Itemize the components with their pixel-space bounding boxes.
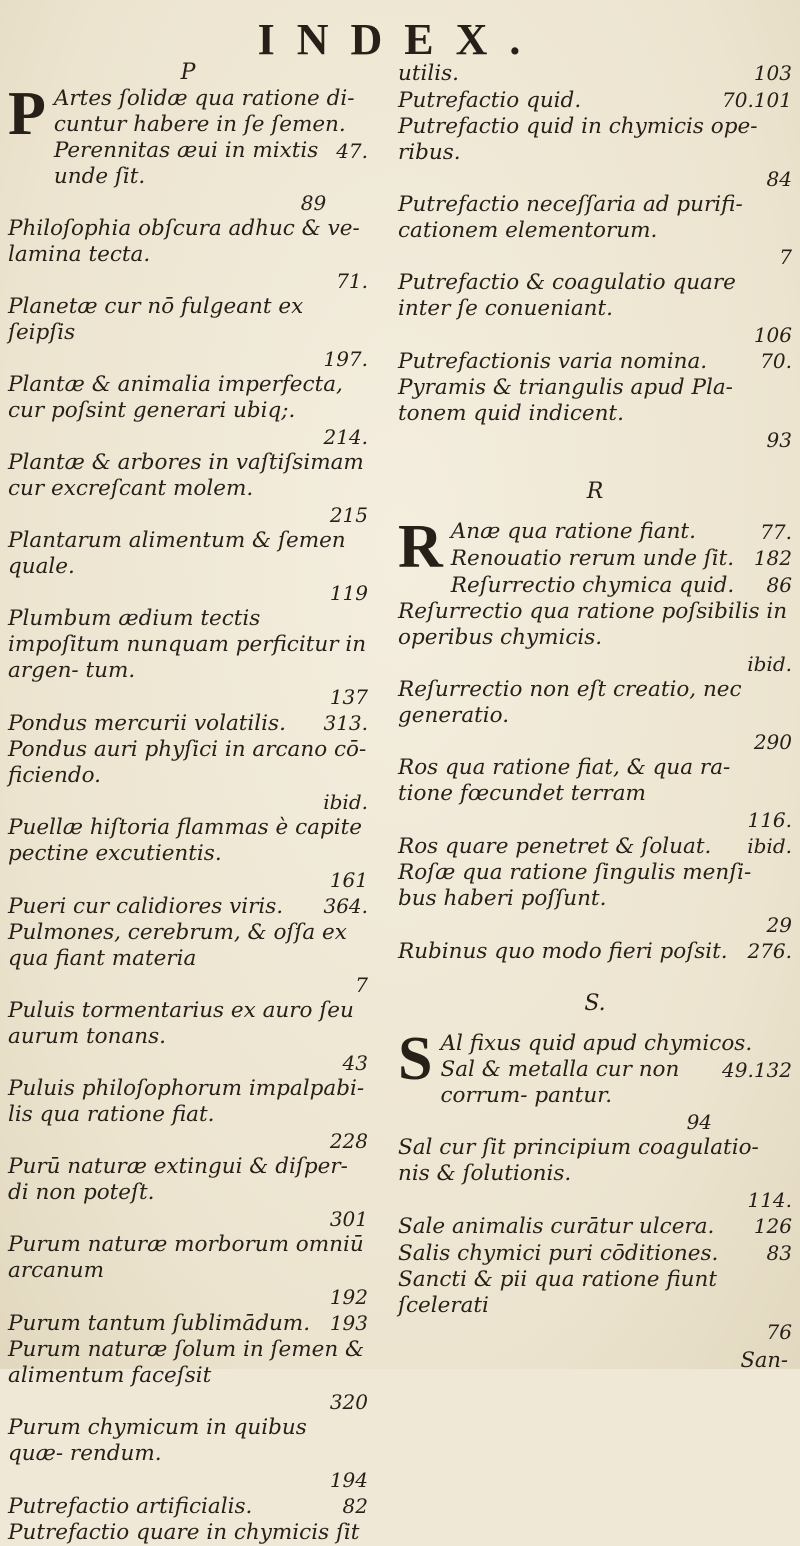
index-entry [8,815,368,893]
entry-page-ref: 86 [766,573,792,597]
index-entry [398,114,792,192]
entry-text: Pondus auri phyſici in arcano cō- ficiendo. [8,737,367,788]
index-entry [8,1415,368,1493]
entry-text: Ros qua ratione fiat, & qua ra- tione fœcundet terram [398,755,731,806]
entry-page-ref: 7 [355,973,368,997]
index-entry [398,677,792,755]
entry-page-ref: 83 [766,1241,792,1265]
index-entry [440,1057,712,1135]
section-letter-p: P [180,60,196,85]
entry-text: Sancti & pii qua ratione fiunt ſcelerati [398,1267,718,1318]
entry-text: Putrefactio quare in chymicis ſit [8,1520,360,1545]
index-entry [398,270,792,348]
entry-page-ref: 193 [329,1311,368,1335]
index-entry [398,60,792,87]
entry-text: Pueri cur calidiores viris. [8,894,284,919]
entry-page-ref: 84 [766,167,792,191]
drop-capital: R [398,513,443,581]
index-entry [398,599,792,677]
entry-text: Putrefactio neceſſaria ad purifi- cationem elementorum. [398,192,743,243]
index-entry [398,755,792,833]
entry-page-ref: 93 [766,428,792,452]
entry-text: Puellæ hiſtoria flammas è capite pectine excutientis. [8,815,362,866]
spacer [398,1017,792,1031]
index-column-left [8,60,368,1546]
entry-text: Putrefactio & coagulatio quare inter ſe conueniant. [398,270,736,321]
entry-text: Pulmones, cerebrum, & oſſa ex qua fiant materia [8,920,347,971]
index-entry [398,348,792,375]
index-entry [8,372,368,450]
entry-text: Puluis tormentarius ex auro ſeu aurum tonans. [8,998,354,1049]
entry-text: Perennitas æui in mixtis unde ſit. [53,138,319,189]
entry-page-ref: 126 [753,1214,792,1238]
drop-capital: S [398,1025,433,1093]
index-entry [54,138,326,216]
entry-text: utilis. [398,61,459,86]
index-entry [398,938,792,965]
entry-list-p-continued [398,60,792,453]
entry-text: Salis chymici puri cōditiones. [398,1241,719,1266]
index-entry [8,1310,368,1337]
entry-page-ref: 82 [342,1494,368,1518]
entry-page-ref: 114. [747,1188,792,1212]
entry-text: Planetæ cur nō fulgeant ex ſeipſis [8,294,304,345]
index-entry [8,920,368,998]
entry-text: Putrefactio quid in chymicis ope- ribus. [398,114,758,165]
index-entry [8,1493,368,1520]
entry-text: Sal cur ſit principium coagulatio- nis & ſolutionis. [398,1135,759,1186]
index-entry [8,1076,368,1154]
entry-text: Purum naturæ morborum omniū arcanum [8,1232,364,1283]
entry-page-ref: 70. [760,349,792,373]
entry-list-r [398,513,792,965]
index-entry [451,545,792,572]
entry-page-ref: 106 [753,323,792,347]
index-entry [8,710,368,737]
entry-text: Anæ qua ratione fiant. [450,519,696,544]
index-entry [8,998,368,1076]
section-letter-r: R [586,479,604,504]
entry-text: Pyramis & triangulis apud Pla- tonem quid indicent. [398,375,733,426]
entry-page-ref: 76 [766,1320,792,1344]
entry-page-ref: 182 [753,546,792,570]
entry-page-ref: 137 [329,685,368,709]
entry-text: Plantæ & animalia imperfecta, cur poſsint generari ubiq;. [8,372,343,423]
catchword: San- [740,1348,788,1372]
entry-page-ref: 116. [747,808,792,832]
index-entry [398,192,792,270]
index-entry [8,216,368,294]
entry-text: Artes ſolidæ qua ratione di- cuntur habere in ſe ſemen. [53,86,355,137]
entry-page-ref: 119 [329,581,368,605]
index-entry [398,833,792,860]
entry-text: Renouatio rerum unde ſit. [450,546,735,571]
entry-page-ref: 320 [329,1390,368,1414]
index-entry [398,87,792,114]
entry-page-ref: 49.132 [722,1058,792,1082]
entry-page-ref: 7 [779,245,792,269]
entry-page-ref: 161 [329,868,368,892]
index-entry [8,1232,368,1310]
entry-page-ref: 313. [323,711,368,735]
index-entry [8,450,368,528]
entry-text: Purum chymicum in quibus quæ- rendum. [8,1415,307,1466]
index-entry [8,528,368,606]
entry-text: Roſæ qua ratione ſingulis menſi- bus haberi poſſunt. [398,860,752,911]
entry-page-ref: 215 [329,503,368,527]
entry-text: Ros quare penetret & ſoluat. [398,834,712,859]
entry-page-ref: ibid. [747,652,792,676]
entry-text: Al fixus quid apud chymicos. [440,1031,753,1056]
entry-page-ref: 70.101 [722,88,792,112]
entry-page-ref: 47. [336,139,368,163]
entry-page-ref: ibid. [323,790,368,814]
entry-page-ref: 290 [753,730,792,754]
entry-text: Purum naturæ ſolum in ſemen & alimentum faceſsit [8,1337,365,1388]
entry-text: Sal & metalla cur non corrum- pantur. [440,1057,680,1108]
entry-list-s [398,1025,792,1345]
index-entry [398,375,792,453]
entry-text: Rubinus quo modo fieri poſsit. [398,939,728,964]
index-entry [398,860,792,938]
entry-page-ref: 214. [323,425,368,449]
index-entry [8,294,368,372]
spacer [398,505,792,519]
entry-text: Philoſophia obſcura adhuc & ve- lamina tecta. [8,216,360,267]
index-entry [8,80,368,163]
spacer [398,965,792,991]
index-entry [8,737,368,815]
entry-page-ref: 301 [329,1207,368,1231]
entry-text: Reſurrectio non eſt creatio, nec generatio. [398,677,742,728]
entry-text: Putrefactio artificialis. [8,1494,253,1519]
entry-text: Purū naturæ extingui & diſper- di non poteſt. [8,1154,348,1205]
entry-text: Sale animalis curātur ulcera. [398,1214,715,1239]
running-head: INDEX. [257,15,543,64]
entry-text: Putrefactio quid. [398,88,582,113]
entry-page-ref: 364. [323,894,368,918]
entry-page-ref: 71. [336,269,368,293]
index-entry [398,1267,792,1345]
entry-page-ref: ibid. [747,834,792,858]
index-entry [8,1337,368,1415]
index-column-right [398,60,792,1373]
index-entry [8,893,368,920]
entry-text: Purum tantum ſublimādum. [8,1311,311,1336]
drop-capital: P [8,80,46,148]
entry-page-ref: 192 [329,1285,368,1309]
entry-page-ref: 43 [342,1051,368,1075]
index-entry [398,1240,792,1267]
index-entry [8,1154,368,1232]
index-entry [8,1520,368,1546]
entry-page-ref: 103 [753,61,792,85]
index-entry [451,572,792,599]
entry-page-ref: 276. [747,939,792,963]
index-entry [398,1135,792,1213]
spacer [398,453,792,479]
entry-text: Reſurrectio chymica quid. [450,573,735,598]
entry-text: Puluis philoſophorum impalpabi- lis qua ratione fiat. [8,1076,365,1127]
entry-list-p [8,80,368,1546]
entry-text: Plumbum ædium tectis impoſitum nunquam perficitur in argen- tum. [8,606,367,683]
entry-text: Plantæ & arbores in vaſtiſsimam cur excreſcant molem. [8,450,364,501]
index-entry [398,1213,792,1240]
entry-page-ref: 77. [760,520,792,544]
section-letter-s: S. [584,991,606,1016]
entry-page-ref: 89 [300,191,327,215]
entry-text: Reſurrectio qua ratione poſsibilis in operibus chymicis. [398,599,788,650]
entry-text: Pondus mercurii volatilis. [8,711,286,736]
entry-page-ref: 228 [329,1129,368,1153]
index-entry [8,606,368,710]
entry-text: Putrefactionis varia nomina. [398,349,708,374]
entry-page-ref: 197. [323,347,368,371]
entry-text: Plantarum alimentum & ſemen quale. [8,528,346,579]
entry-page-ref: 29 [766,913,792,937]
entry-page-ref: 194 [329,1468,368,1492]
entry-page-ref: 94 [686,1110,713,1134]
